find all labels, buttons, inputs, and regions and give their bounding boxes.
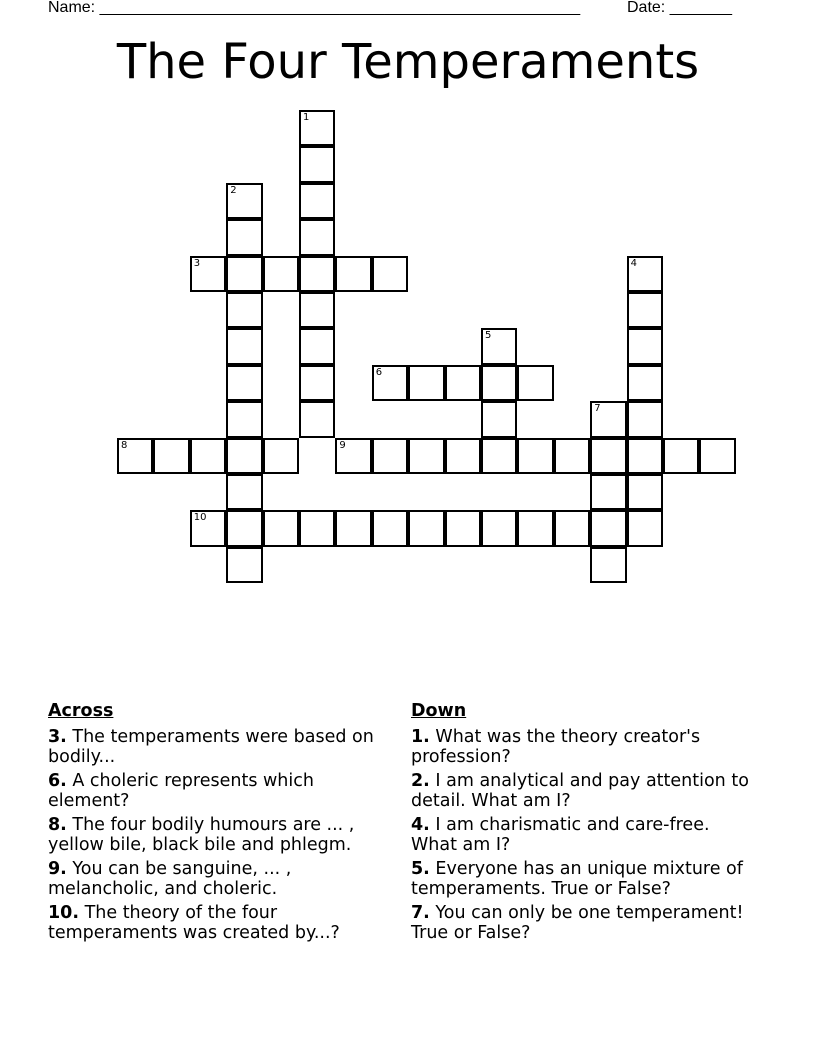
cell-number: 3 <box>193 257 201 269</box>
crossword-cell[interactable] <box>372 365 408 401</box>
cell-number: 9 <box>339 439 346 451</box>
clue-down-7 <box>411 903 751 943</box>
crossword-cell[interactable] <box>299 510 335 546</box>
crossword-cell[interactable] <box>627 365 663 401</box>
date-field[interactable]: Date: _______ <box>627 0 732 16</box>
crossword-cell[interactable] <box>663 438 699 474</box>
clue-text: The theory of the four temperaments was created by...? <box>48 903 340 943</box>
clue-number: 5. <box>411 859 430 879</box>
clue-text: The four bodily humours are ... , yellow bile, black bile and phlegm. <box>48 815 355 855</box>
clue-down-5 <box>411 859 751 899</box>
crossword-cell[interactable] <box>226 547 262 583</box>
clue-down-1 <box>411 727 751 767</box>
crossword-cell[interactable] <box>408 510 444 546</box>
crossword-cell[interactable] <box>226 328 262 364</box>
crossword-cell[interactable] <box>226 438 262 474</box>
crossword-cell[interactable] <box>481 438 517 474</box>
cell-number: 5 <box>485 330 492 342</box>
crossword-cell[interactable] <box>627 328 663 364</box>
clue-text: You can only be one temperament! True or False? <box>411 903 744 943</box>
crossword-cell[interactable] <box>408 438 444 474</box>
crossword-cell[interactable] <box>299 219 335 255</box>
crossword-cell[interactable] <box>445 365 481 401</box>
crossword-cell[interactable] <box>226 401 262 437</box>
down-heading: Down <box>411 701 467 721</box>
clue-across-6 <box>48 771 388 811</box>
crossword-cell[interactable] <box>590 438 626 474</box>
clue-across-9 <box>48 859 388 899</box>
cell-number: 7 <box>594 403 601 415</box>
crossword-cell[interactable] <box>335 510 371 546</box>
crossword-cell[interactable] <box>699 438 735 474</box>
crossword-cell[interactable] <box>590 474 626 510</box>
crossword-cell[interactable] <box>263 510 299 546</box>
clue-text: What was the theory creator's profession? <box>411 727 701 767</box>
crossword-cell[interactable] <box>554 438 590 474</box>
cell-number: 4 <box>630 257 637 269</box>
clue-number: 7. <box>411 903 430 923</box>
crossword-cell[interactable] <box>445 510 481 546</box>
crossword-cell[interactable] <box>372 510 408 546</box>
crossword-cell[interactable] <box>299 256 335 292</box>
crossword-cell[interactable] <box>117 438 153 474</box>
cell-number: 2 <box>230 184 237 196</box>
clue-number: 3. <box>48 727 67 747</box>
crossword-cell[interactable] <box>335 438 371 474</box>
crossword-cell[interactable] <box>372 256 408 292</box>
crossword-cell[interactable] <box>627 438 663 474</box>
crossword-cell[interactable] <box>299 401 335 437</box>
across-heading: Across <box>48 701 114 721</box>
crossword-cell[interactable] <box>590 547 626 583</box>
clue-text: A choleric represents which element? <box>48 771 314 811</box>
crossword-cell[interactable] <box>299 146 335 182</box>
crossword-cell[interactable] <box>190 510 226 546</box>
clue-down-2 <box>411 771 751 811</box>
crossword-cell[interactable] <box>481 365 517 401</box>
clue-number: 4. <box>411 815 430 835</box>
clue-text: I am charismatic and care-free. What am I? <box>411 815 710 855</box>
clue-across-10 <box>48 903 388 943</box>
crossword-cell[interactable] <box>335 256 371 292</box>
crossword-cell[interactable] <box>299 183 335 219</box>
crossword-cell[interactable] <box>517 365 553 401</box>
clue-number: 8. <box>48 815 67 835</box>
clue-across-8 <box>48 815 388 855</box>
crossword-cell[interactable] <box>226 256 262 292</box>
crossword-cell[interactable] <box>153 438 189 474</box>
crossword-cell[interactable] <box>299 328 335 364</box>
crossword-cell[interactable] <box>226 219 262 255</box>
cell-number: 8 <box>121 439 128 451</box>
crossword-cell[interactable] <box>627 401 663 437</box>
clue-across-3 <box>48 727 388 767</box>
page-title: The Four Temperaments <box>116 34 700 90</box>
name-field[interactable]: Name: ______________________________________________________ <box>48 0 581 16</box>
clue-number: 9. <box>48 859 67 879</box>
clue-text: The temperaments were based on bodily... <box>48 727 374 767</box>
crossword-cell[interactable] <box>517 510 553 546</box>
clue-number: 1. <box>411 727 430 747</box>
cell-number: 10 <box>193 512 207 524</box>
crossword-cell[interactable] <box>627 256 663 292</box>
cell-number: 6 <box>375 366 383 378</box>
crossword-cell[interactable] <box>299 292 335 328</box>
crossword-cell[interactable] <box>226 365 262 401</box>
crossword-cell[interactable] <box>627 474 663 510</box>
crossword-cell[interactable] <box>627 510 663 546</box>
crossword-cell[interactable] <box>263 438 299 474</box>
crossword-cell[interactable] <box>226 292 262 328</box>
crossword-cell[interactable] <box>627 292 663 328</box>
crossword-cell[interactable] <box>481 510 517 546</box>
crossword-cell[interactable] <box>226 510 262 546</box>
clue-number: 10. <box>48 903 80 923</box>
clue-text: Everyone has an unique mixture of temperaments. True or False? <box>411 859 743 899</box>
down-clues <box>411 701 751 947</box>
crossword-cell[interactable] <box>190 256 226 292</box>
clue-text: I am analytical and pay attention to detail. What am I? <box>411 771 749 811</box>
crossword-cell[interactable] <box>590 401 626 437</box>
crossword-cell[interactable] <box>299 365 335 401</box>
crossword-cell[interactable] <box>190 438 226 474</box>
clue-down-4 <box>411 815 751 855</box>
crossword-cell[interactable] <box>481 328 517 364</box>
crossword-cell[interactable] <box>554 510 590 546</box>
cell-number: 1 <box>303 112 310 123</box>
clue-number: 2. <box>411 771 430 791</box>
crossword-cell[interactable] <box>481 401 517 437</box>
crossword-cell[interactable] <box>299 110 335 146</box>
across-clues <box>48 701 388 947</box>
crossword-cell[interactable] <box>590 510 626 546</box>
crossword-cell[interactable] <box>408 365 444 401</box>
clue-number: 6. <box>48 771 67 791</box>
crossword-cell[interactable] <box>517 438 553 474</box>
crossword-cell[interactable] <box>445 438 481 474</box>
crossword-cell[interactable] <box>226 474 262 510</box>
crossword-cell[interactable] <box>226 183 262 219</box>
crossword-cell[interactable] <box>263 256 299 292</box>
clue-text: You can be sanguine, ... , melancholic, and choleric. <box>48 859 292 899</box>
crossword-cell[interactable] <box>372 438 408 474</box>
